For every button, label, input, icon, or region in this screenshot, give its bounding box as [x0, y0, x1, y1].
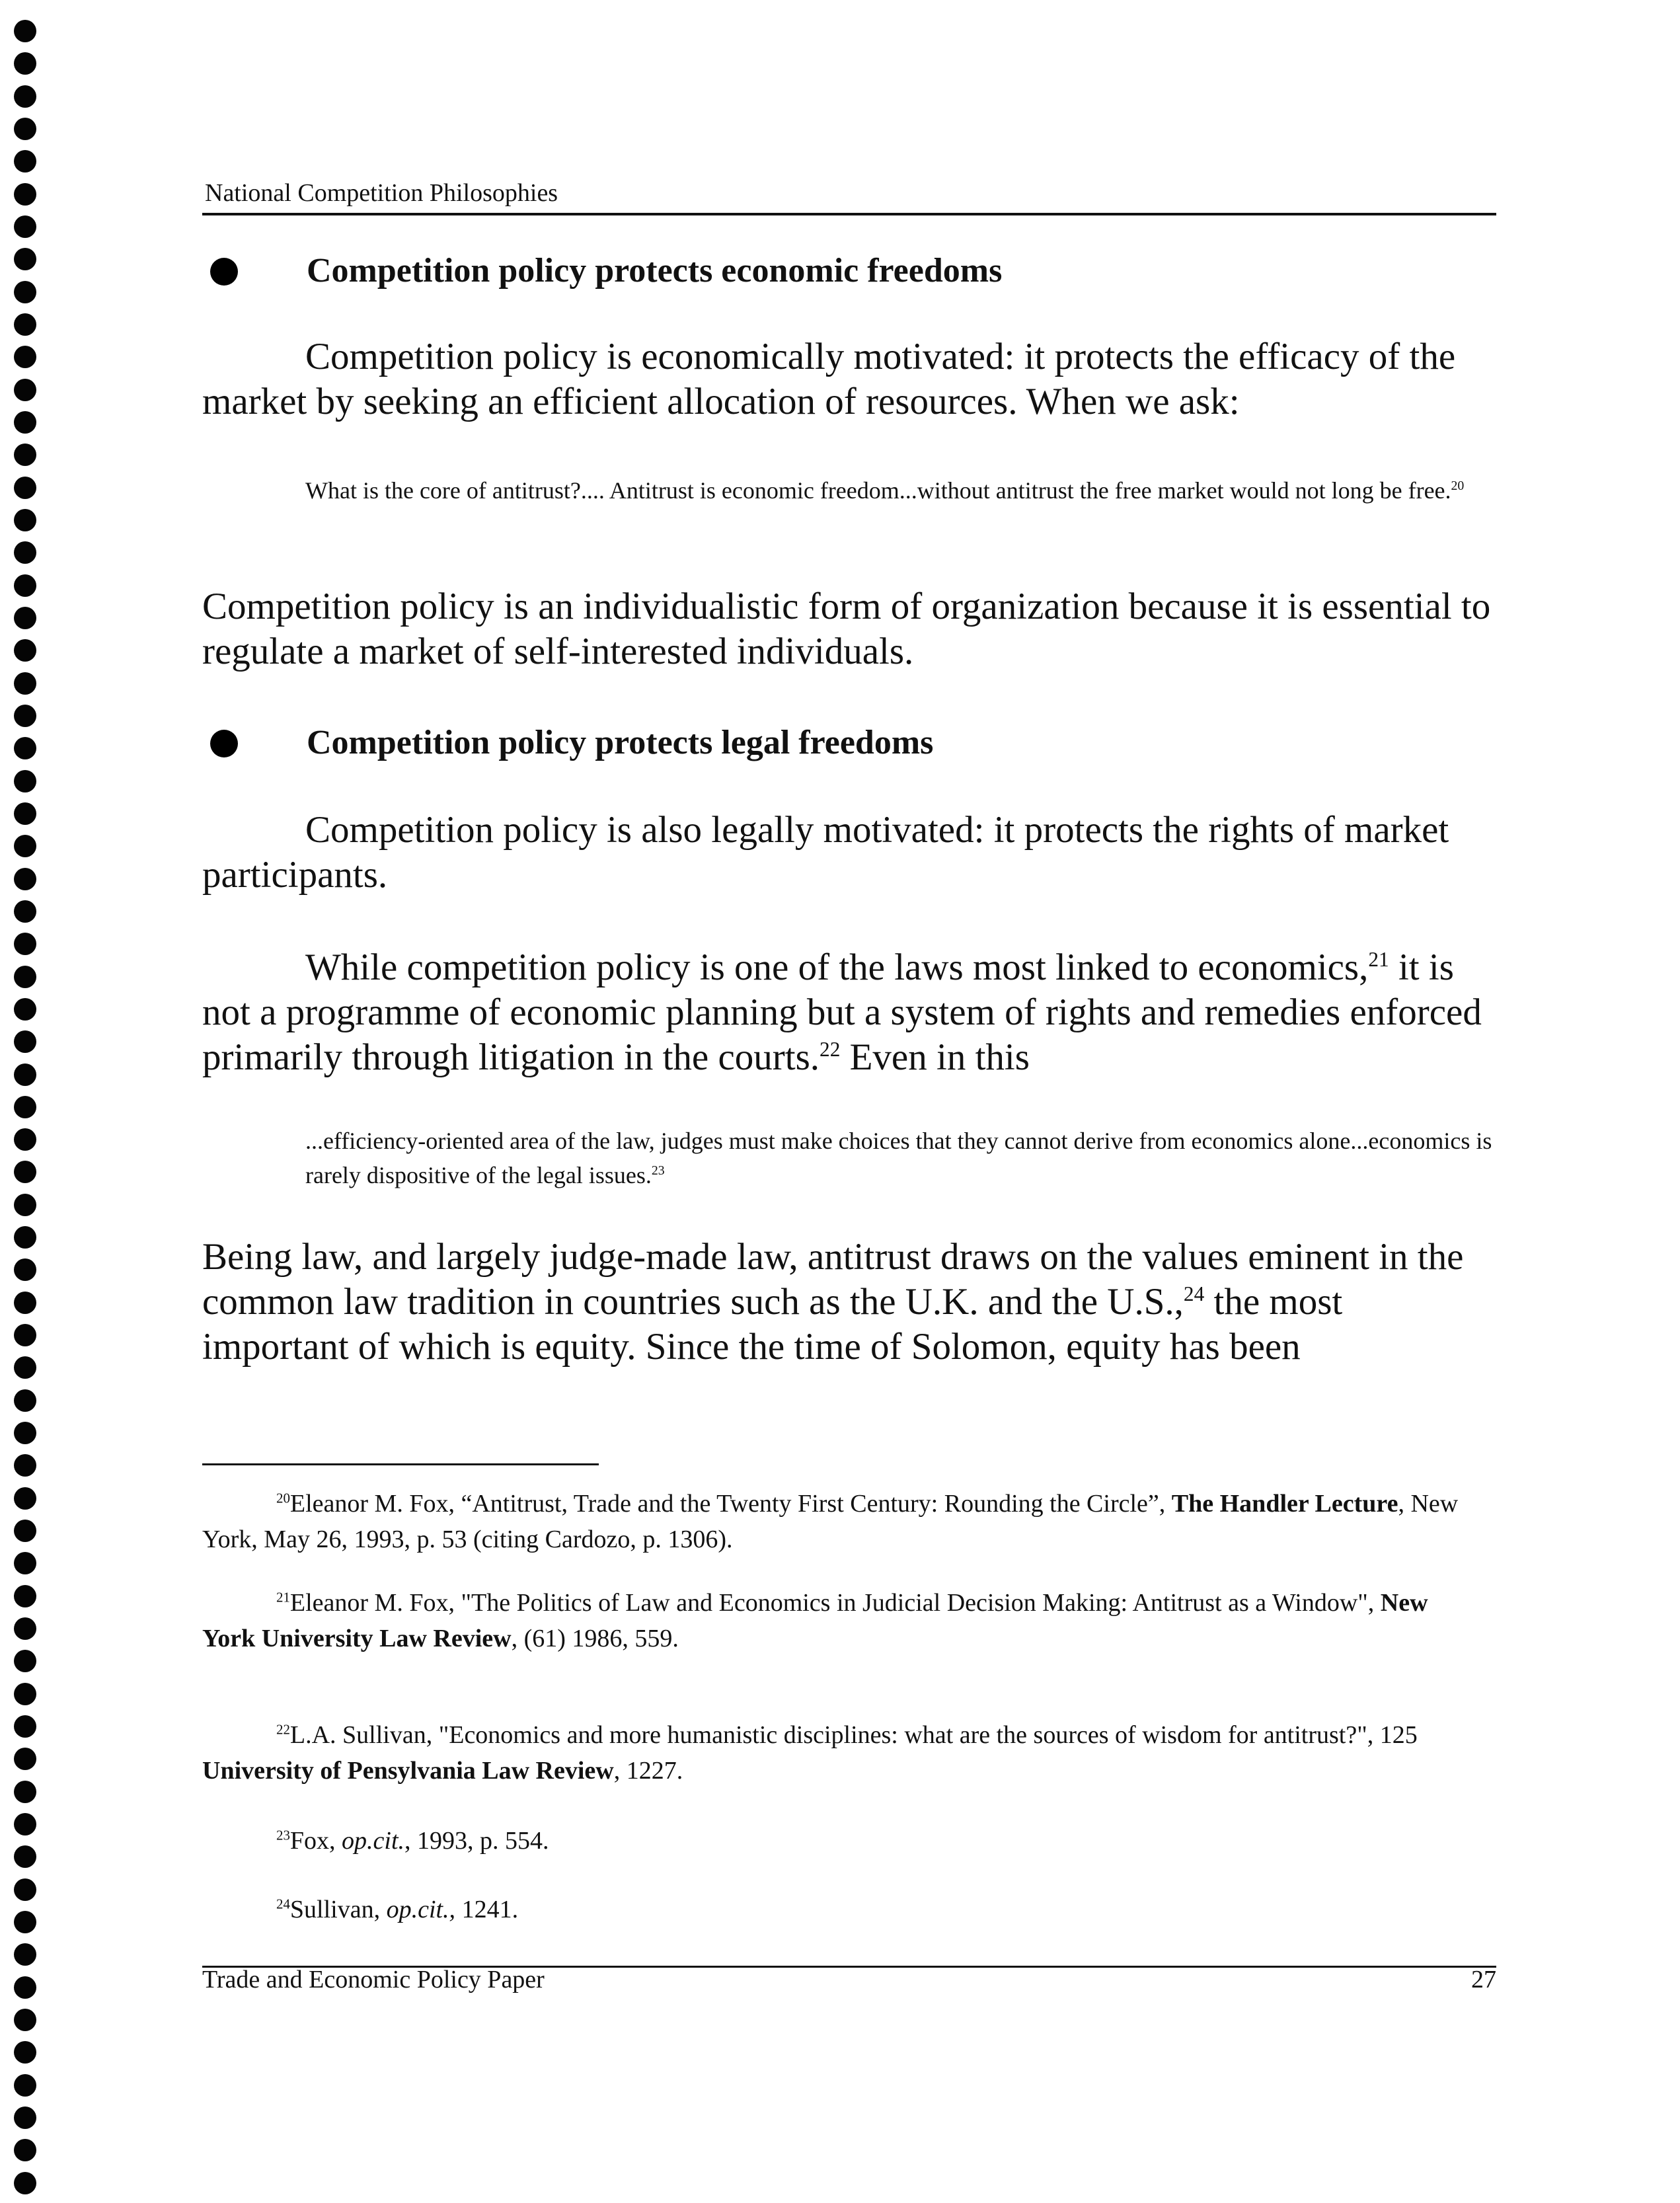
- binding-hole: [14, 835, 36, 857]
- binding-hole: [14, 411, 36, 434]
- footnote-23: [202, 1823, 1478, 1859]
- block-quote-efficiency: [305, 1124, 1495, 1192]
- binding-hole: [14, 541, 36, 564]
- footer-publication: Trade and Economic Policy Paper: [202, 1966, 545, 1993]
- binding-hole: [14, 1389, 36, 1412]
- paragraph-rights-remedies: [202, 945, 1496, 1080]
- binding-hole: [14, 672, 36, 695]
- binding-hole: [14, 1878, 36, 1901]
- document-page: [202, 0, 1498, 2203]
- binding-hole: [14, 509, 36, 531]
- footnote-22: [202, 1717, 1478, 1789]
- binding-hole: [14, 802, 36, 825]
- footnote-20: [202, 1486, 1478, 1557]
- binding-hole: [14, 1748, 36, 1770]
- binding-hole: [14, 1128, 36, 1151]
- text-run: , (61) 1986, 559.: [511, 1625, 679, 1652]
- binding-hole: [14, 1422, 36, 1444]
- footnote-ref: 21: [1368, 948, 1389, 971]
- binding-hole: [14, 281, 36, 303]
- publication-title: University of Pensylvania Law Review: [202, 1757, 614, 1785]
- binding-hole: [14, 1552, 36, 1574]
- binding-hole: [14, 379, 36, 401]
- binding-hole: [14, 183, 36, 206]
- binding-hole: [14, 868, 36, 890]
- binding-hole: [14, 313, 36, 336]
- binding-hole: [14, 1226, 36, 1249]
- binding-hole: [14, 1487, 36, 1510]
- binding-hole: [14, 346, 36, 368]
- paragraph-economic-motivation: Competition policy is economically motivated: it protects the efficacy of the market by seeking an efficient allocation of resources. When we ask:: [202, 336, 1456, 422]
- binding-hole: [14, 2172, 36, 2194]
- publication-title: New York University Law Review: [202, 1589, 1428, 1652]
- page-number: 27: [1471, 1966, 1496, 1993]
- binding-hole: [14, 1356, 36, 1379]
- text-run: While competition policy is one of the laws most linked to economics,: [305, 947, 1369, 988]
- footnote-ref: 24: [1183, 1282, 1205, 1305]
- citation-abbrev: op.cit.,: [386, 1896, 456, 1923]
- section-heading-legal: [202, 722, 1496, 764]
- quote-text: ...efficiency-oriented area of the law, judges must make choices that they cannot derive from economics alone...economics is rarely dispositive of the legal issues.: [305, 1128, 1492, 1188]
- binding-hole: [14, 150, 36, 173]
- footnote-24: [202, 1892, 1478, 1927]
- binding-hole: [14, 574, 36, 597]
- binding-hole: [14, 770, 36, 792]
- footnote-number: 24: [276, 1896, 290, 1912]
- binding-hole: [14, 2139, 36, 2161]
- binding-hole: [14, 1030, 36, 1053]
- binding-hole: [14, 1683, 36, 1705]
- binding-hole: [14, 639, 36, 662]
- footnote-number: 20: [276, 1490, 290, 1506]
- text-run: Fox,: [289, 1827, 342, 1855]
- text-run: , 1993, p. 554.: [404, 1827, 549, 1855]
- binding-hole: [14, 2041, 36, 2064]
- binding-hole: [14, 607, 36, 629]
- binding-hole: [14, 85, 36, 108]
- text-run: , 1227.: [613, 1757, 683, 1785]
- binding-hole: [14, 1617, 36, 1640]
- footnote-21: [202, 1585, 1478, 1656]
- section-title: Competition policy protects legal freedoms: [307, 724, 934, 761]
- binding-hole: [14, 2074, 36, 2097]
- binding-hole: [14, 737, 36, 759]
- binding-hole: [14, 1911, 36, 1933]
- binding-hole: [14, 20, 36, 42]
- binding-hole: [14, 1585, 36, 1607]
- text-run: it is not a programme of economic planning but a system of rights and remedies enforced primarily through litigation in the courts.: [202, 947, 1482, 1078]
- binding-hole: [14, 1813, 36, 1836]
- footnote-ref: 23: [651, 1163, 665, 1178]
- footnote-ref: 20: [1451, 479, 1465, 493]
- binding-hole: [14, 966, 36, 988]
- paragraph-individualistic: Competition policy is an individualistic form of organization because it is essential to regulate a market of self-interested individuals.: [202, 586, 1491, 672]
- binding-hole: [14, 215, 36, 238]
- binding-hole: [14, 1324, 36, 1346]
- binding-hole: [14, 118, 36, 140]
- binding-hole: [14, 1292, 36, 1314]
- binding-hole: [14, 1715, 36, 1738]
- binding-hole: [14, 1161, 36, 1183]
- binding-hole: [14, 1454, 36, 1477]
- text-run: 1241.: [455, 1896, 519, 1923]
- text-run: the most important of which is equity. Since the time of Solomon, equity has been: [202, 1281, 1343, 1368]
- binding-hole: [14, 2009, 36, 2031]
- running-header: National Competition Philosophies: [205, 179, 558, 207]
- text-run: Even in this: [840, 1036, 1030, 1078]
- binding-hole: [14, 477, 36, 499]
- text-run: L.A. Sullivan, "Economics and more humanistic disciplines: what are the sources of wisdom for antitrust?", 125: [289, 1721, 1418, 1749]
- binding-holes: [12, 20, 38, 2194]
- binding-hole: [14, 444, 36, 466]
- binding-hole: [14, 705, 36, 727]
- binding-hole: [14, 1194, 36, 1216]
- binding-hole: [14, 2106, 36, 2129]
- text-run: Eleanor M. Fox, "The Politics of Law and Economics in Judicial Decision Making: Antitrust as a Window",: [289, 1589, 1381, 1617]
- binding-hole: [14, 1096, 36, 1118]
- binding-hole: [14, 1063, 36, 1086]
- paragraph-judge-made-law: [202, 1235, 1496, 1370]
- section-title: Competition policy protects economic freedoms: [307, 252, 1003, 290]
- text-run: , New York, May 26, 1993, p. 53 (citing Cardozo, p. 1306).: [202, 1490, 1459, 1553]
- binding-hole: [14, 248, 36, 270]
- text-run: Being law, and largely judge-made law, antitrust draws on the values eminent in the common law tradition in countries such as the U.K. and the U.S.,: [202, 1236, 1464, 1323]
- binding-hole: [14, 1976, 36, 1999]
- bullet-icon: [210, 730, 238, 757]
- binding-hole: [14, 1650, 36, 1672]
- binding-hole: [14, 52, 36, 75]
- citation-abbrev: op.cit.: [342, 1827, 405, 1855]
- section-heading-economic: [202, 250, 1496, 292]
- binding-hole: [14, 1258, 36, 1281]
- binding-hole: [14, 1520, 36, 1542]
- text-run: Eleanor M. Fox, “Antitrust, Trade and the Twenty First Century: Rounding the Circle”,: [289, 1490, 1172, 1518]
- publication-title: The Handler Lecture: [1171, 1490, 1398, 1518]
- binding-hole: [14, 900, 36, 923]
- footnote-number: 22: [276, 1721, 290, 1738]
- binding-hole: [14, 933, 36, 955]
- footnote-number: 21: [276, 1589, 290, 1605]
- quote-text: What is the core of antitrust?.... Antitrust is economic freedom...without antitrust the free market would not long be free.: [305, 477, 1451, 504]
- binding-hole: [14, 1943, 36, 1966]
- paragraph-legal-motivation: Competition policy is also legally motivated: it protects the rights of market participants.: [202, 809, 1449, 896]
- text-run: Sullivan,: [289, 1896, 387, 1923]
- binding-hole: [14, 1781, 36, 1803]
- block-quote-antitrust-core: [305, 473, 1495, 508]
- binding-hole: [14, 998, 36, 1021]
- footnote-ref: 22: [820, 1038, 841, 1061]
- footnote-separator: [202, 1463, 599, 1465]
- header-rule: [202, 213, 1496, 215]
- bullet-icon: [210, 258, 238, 286]
- footnote-number: 23: [276, 1827, 290, 1843]
- binding-hole: [14, 1845, 36, 1868]
